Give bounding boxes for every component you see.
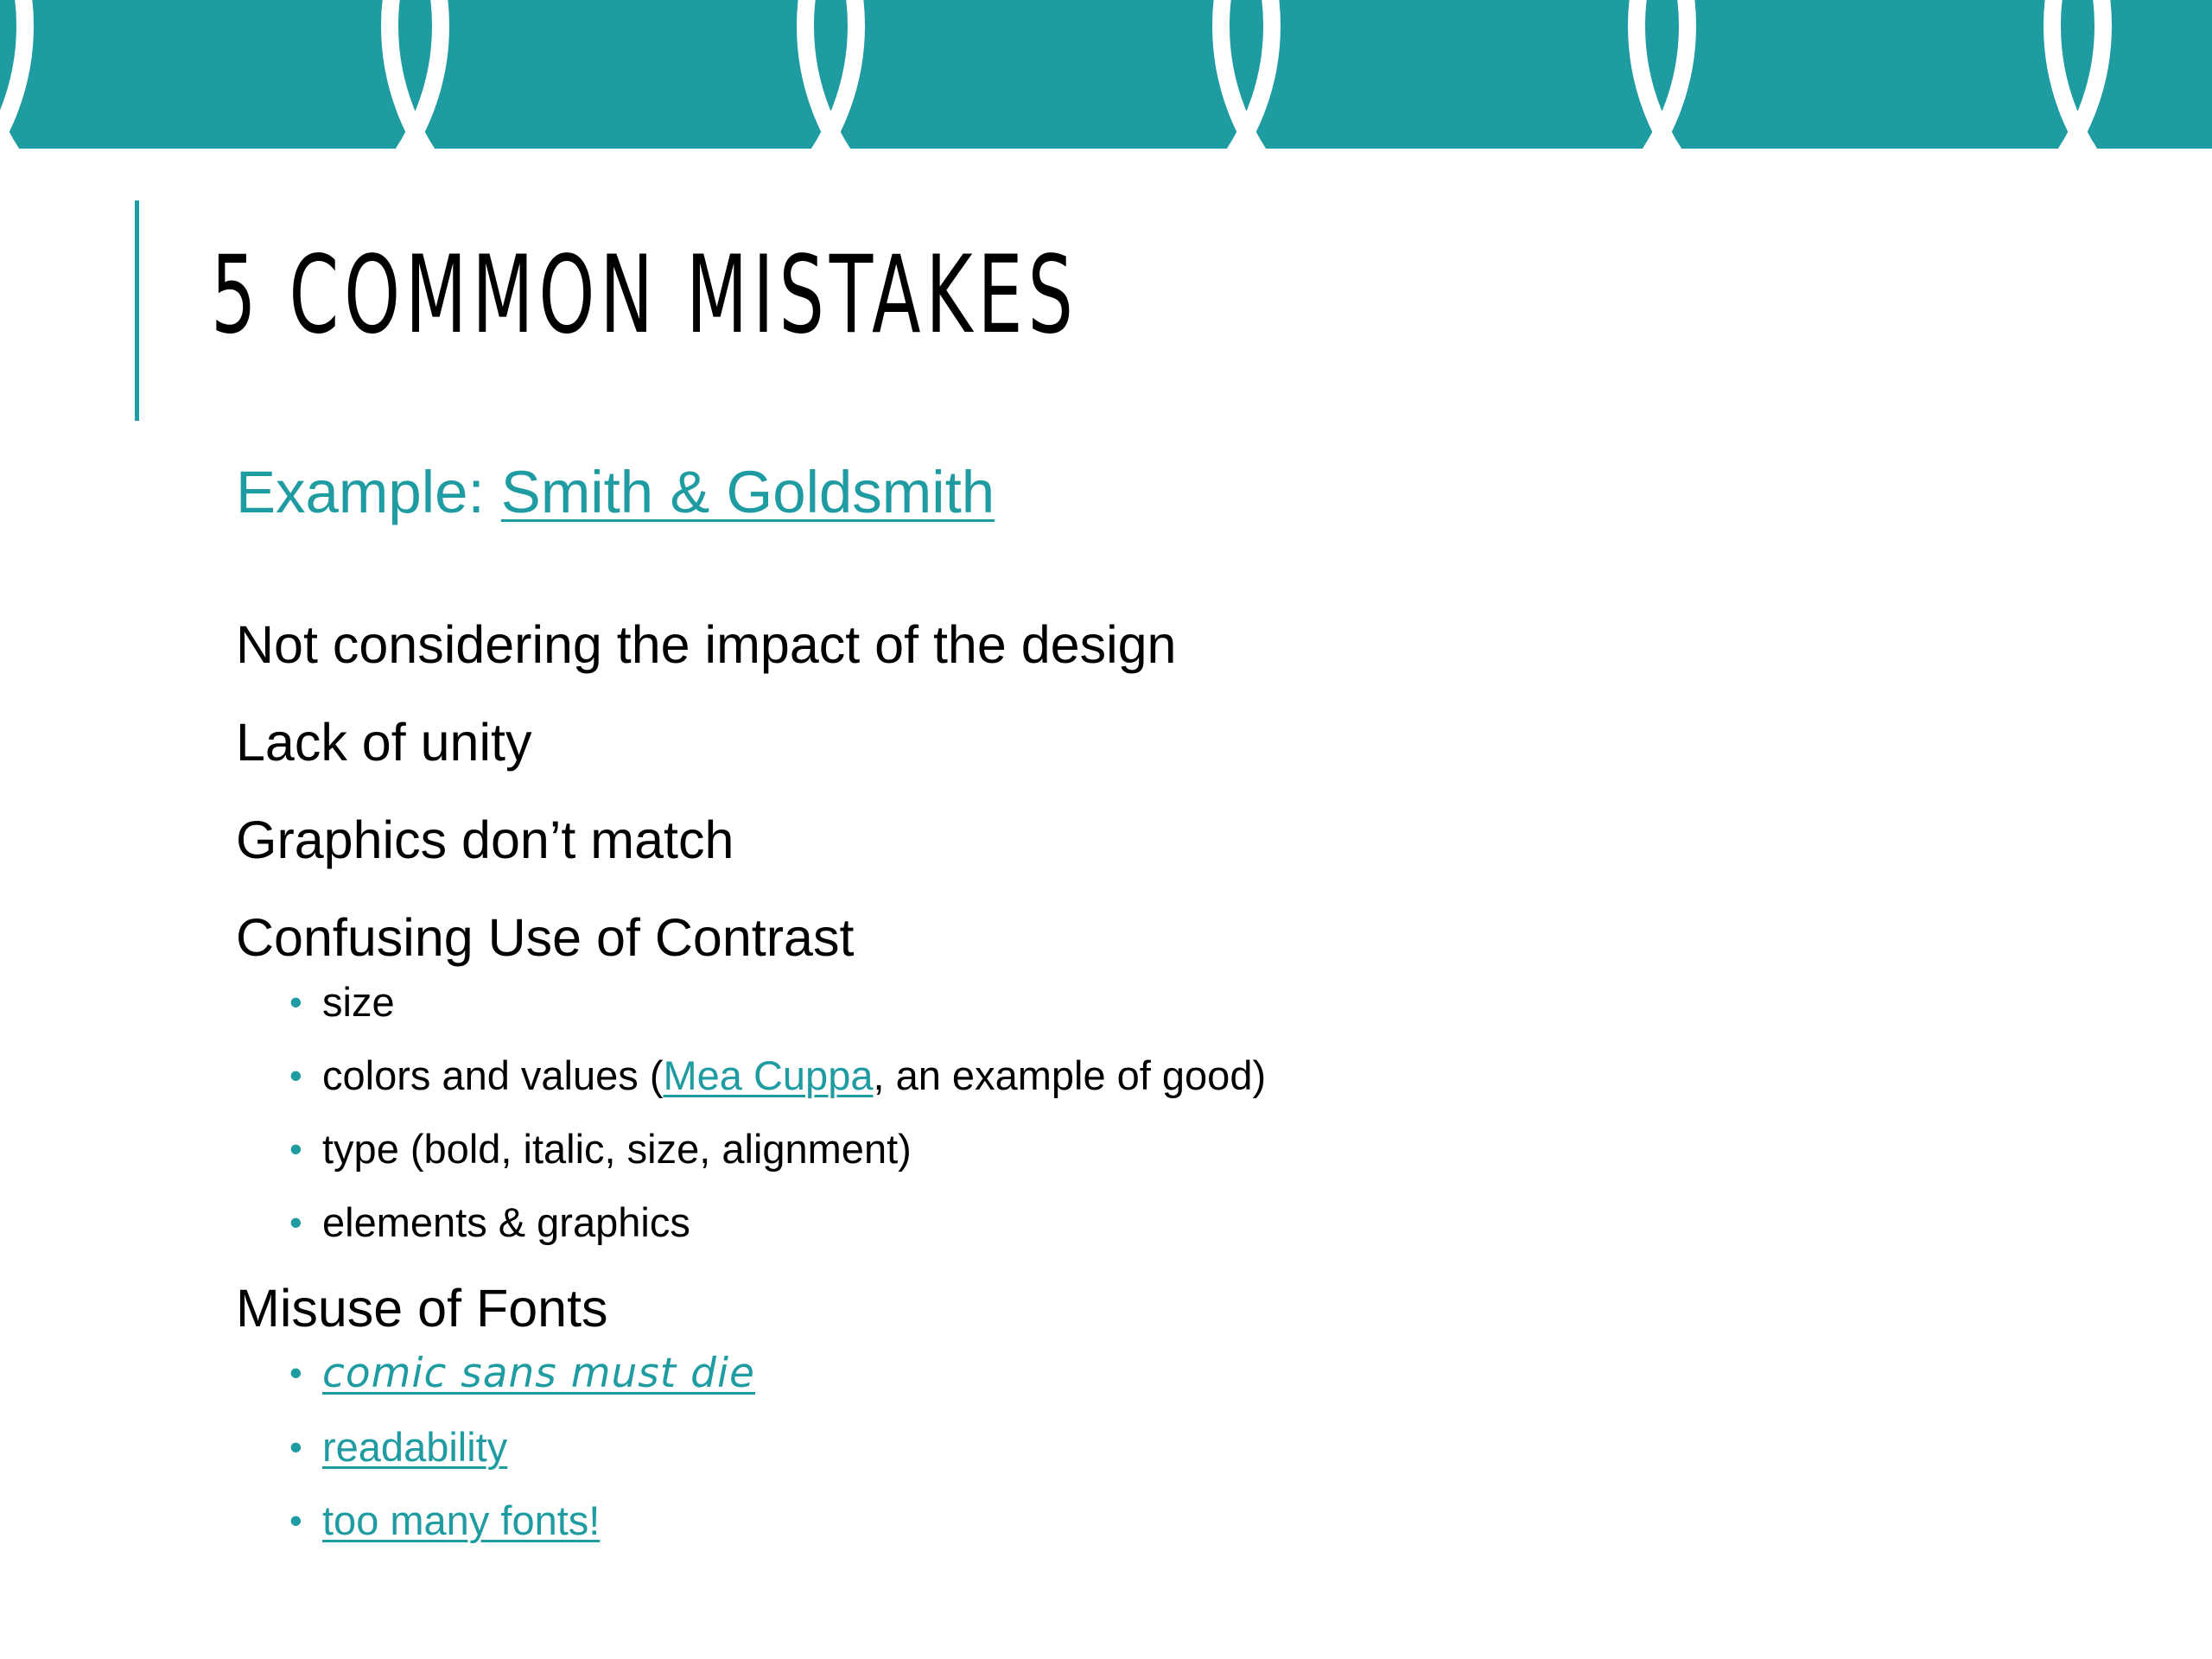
example-prefix: Example: [236, 459, 501, 525]
bullet-icon: • [289, 1055, 302, 1096]
sublist-item-text-after: , an example of good) [873, 1052, 1267, 1098]
list-item [236, 1198, 2050, 1248]
decorative-banner [0, 0, 2212, 149]
list-item [236, 1496, 2050, 1546]
mistake-item-5: Misuse of Fonts [236, 1279, 608, 1338]
list-item [236, 1348, 2050, 1399]
mistake-item-4: Confusing Use of Contrast [236, 908, 855, 967]
sublist-item-text: type (bold, italic, size, alignment) [322, 1126, 912, 1172]
slide-body [236, 449, 2050, 1572]
title-accent-bar [135, 200, 139, 421]
bullet-icon: • [289, 1128, 302, 1169]
bullet-icon: • [289, 1500, 302, 1541]
readability-link[interactable]: readability [322, 1424, 508, 1470]
bullet-icon: • [289, 1202, 302, 1243]
sublist-item-text: size [322, 979, 395, 1025]
sublist-item-text: elements & graphics [322, 1199, 690, 1245]
fonts-sublist [236, 1348, 2050, 1546]
list-item [236, 977, 2050, 1027]
banner-background [0, 0, 2212, 149]
comic-sans-must-die-link[interactable]: comic sans must die [322, 1350, 755, 1397]
bullet-icon: • [289, 1352, 302, 1393]
slide-title: 5 COMMON MISTAKES [211, 233, 1078, 358]
mistake-item-3: Graphics don’t match [236, 810, 734, 869]
mea-cuppa-link[interactable]: Mea Cuppa [663, 1052, 874, 1098]
bullet-icon: • [289, 982, 302, 1022]
list-item [236, 1051, 2050, 1101]
mistake-item-1: Not considering the impact of the design [236, 615, 1177, 674]
circle-pattern-graphic [0, 0, 2212, 149]
list-item [236, 1422, 2050, 1472]
list-item [236, 1124, 2050, 1174]
contrast-sublist [236, 977, 2050, 1248]
bullet-icon: • [289, 1427, 302, 1467]
example-line [236, 449, 2050, 536]
too-many-fonts-link[interactable]: too many fonts! [322, 1497, 601, 1543]
smith-goldsmith-link[interactable]: Smith & Goldsmith [500, 459, 995, 525]
mistake-item-2: Lack of unity [236, 713, 532, 772]
sublist-item-text-before: colors and values ( [322, 1052, 664, 1098]
